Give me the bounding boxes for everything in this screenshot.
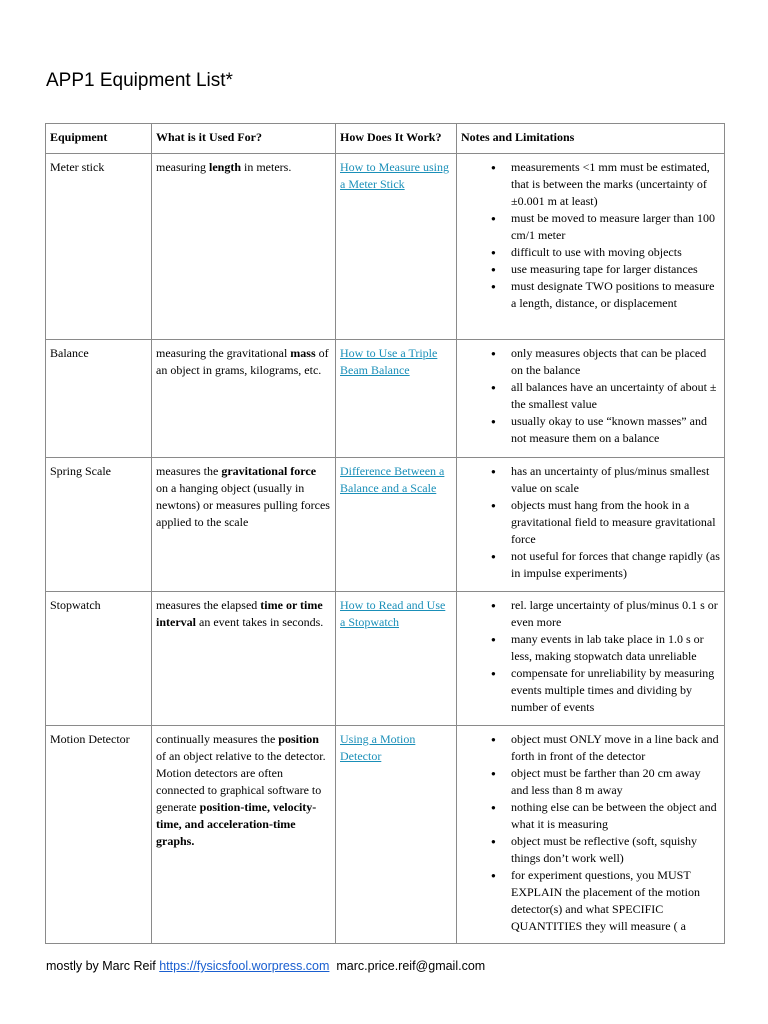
how-it-works-cell [336,726,457,944]
note-item: ● must designate TWO positions to measure a length, distance, or displacement [491,278,720,312]
how-it-works-cell [336,458,457,592]
note-item: ● all balances have an uncertainty of about ± the smallest value [491,379,720,413]
note-item: ● compensate for unreliability by measuring events multiple times and dividing by number of events [491,665,720,716]
how-it-works-cell [336,340,457,458]
notes-cell [457,592,725,726]
use-text: in meters. [241,160,292,174]
note-item: ● measurements <1 mm must be estimated, that is between the marks (uncertainty of ±0.001 m at least) [491,159,720,210]
notes-cell [457,726,725,944]
note-item: ● rel. large uncertainty of plus/minus 0.1 s or even more [491,597,720,631]
notes-cell [457,154,725,340]
how-it-works-link[interactable]: How to Use a Triple Beam Balance [340,346,438,377]
header-used-for: What is it Used For? [152,124,336,154]
notes-list [461,345,720,447]
notes-list [461,159,720,312]
use-text: continually measures the [156,732,279,746]
note-item: ● object must ONLY move in a line back and forth in front of the detector [491,731,720,765]
header-how-it-works: How Does It Work? [336,124,457,154]
notes-list [461,463,720,582]
use-bold-text: position-time, velocity-time, and acceleration-time graphs. [156,800,317,848]
notes-cell [457,340,725,458]
use-text: measures the elapsed [156,598,261,612]
use-bold-text: length [209,160,242,174]
use-text: of an object in grams, kilograms, etc. [156,346,329,377]
equipment-name: Meter stick [46,154,152,340]
use-text: measuring the gravitational [156,346,291,360]
table-row [46,458,725,592]
use-text: measuring [156,160,209,174]
note-item: ● use measuring tape for larger distances [491,261,720,278]
equipment-name: Balance [46,340,152,458]
footer-author: mostly by Marc Reif [46,959,160,973]
equipment-use [152,340,336,458]
note-item: ● for experiment questions, you MUST EXPLAIN the placement of the motion detector(s) and what SPECIFIC QUANTITIES they will measure ( a [491,867,720,935]
equipment-name: Spring Scale [46,458,152,592]
how-it-works-link[interactable]: How to Measure using a Meter Stick [340,160,449,191]
note-item: ● has an uncertainty of plus/minus smallest value on scale [491,463,720,497]
use-bold-text: gravitational force [221,464,317,478]
how-it-works-cell [336,592,457,726]
table-row [46,154,725,340]
header-equipment: Equipment [46,124,152,154]
use-bold-text: mass [290,346,316,360]
use-text: measures the [156,464,222,478]
how-it-works-link[interactable]: Difference Between a Balance and a Scale [340,464,445,495]
note-item: ● only measures objects that can be placed on the balance [491,345,720,379]
how-it-works-link[interactable]: How to Read and Use a Stopwatch [340,598,446,629]
equipment-name: Stopwatch [46,592,152,726]
how-it-works-link[interactable]: Using a Motion Detector [340,732,416,763]
table-row [46,592,725,726]
notes-cell [457,458,725,592]
note-item: ● object must be reflective (soft, squishy things don’t work well) [491,833,720,867]
notes-list [461,731,720,935]
note-item: ● objects must hang from the hook in a gravitational field to measure gravitational force [491,497,720,548]
table-row [46,726,725,944]
footer-email: marc.price.reif@gmail.com [329,959,486,973]
equipment-use [152,592,336,726]
use-bold-text: position [278,732,319,746]
note-item: ● usually okay to use “known masses” and not measure them on a balance [491,413,720,447]
use-bold-text: time or time interval [156,598,323,629]
footer-website-link[interactable]: https://fysicsfool.worpress.com [159,959,330,973]
note-item: ● object must be farther than 20 cm away and less than 8 m away [491,765,720,799]
note-item: ● many events in lab take place in 1.0 s or less, making stopwatch data unreliable [491,631,720,665]
page-title: APP1 Equipment List* [46,70,233,91]
use-text: an event takes in seconds. [196,615,324,629]
equipment-use [152,458,336,592]
equipment-use [152,154,336,340]
table-row [46,340,725,458]
note-item: ● difficult to use with moving objects [491,244,720,261]
equipment-name: Motion Detector [46,726,152,944]
note-item: ● nothing else can be between the object and what it is measuring [491,799,720,833]
note-item: ● must be moved to measure larger than 100 cm/1 meter [491,210,720,244]
footer [46,959,485,973]
use-text: on a hanging object (usually in newtons) or measures pulling forces applied to the scale [156,481,330,529]
equipment-table [45,123,725,944]
note-item: ● not useful for forces that change rapidly (as in impulse experiments) [491,548,720,582]
header-notes: Notes and Limitations [457,124,725,154]
how-it-works-cell [336,154,457,340]
table-header-row [46,124,725,154]
notes-list [461,597,720,716]
use-text: of an object relative to the detector. Motion detectors are often connected to graphical software to generate [156,749,326,814]
equipment-use [152,726,336,944]
